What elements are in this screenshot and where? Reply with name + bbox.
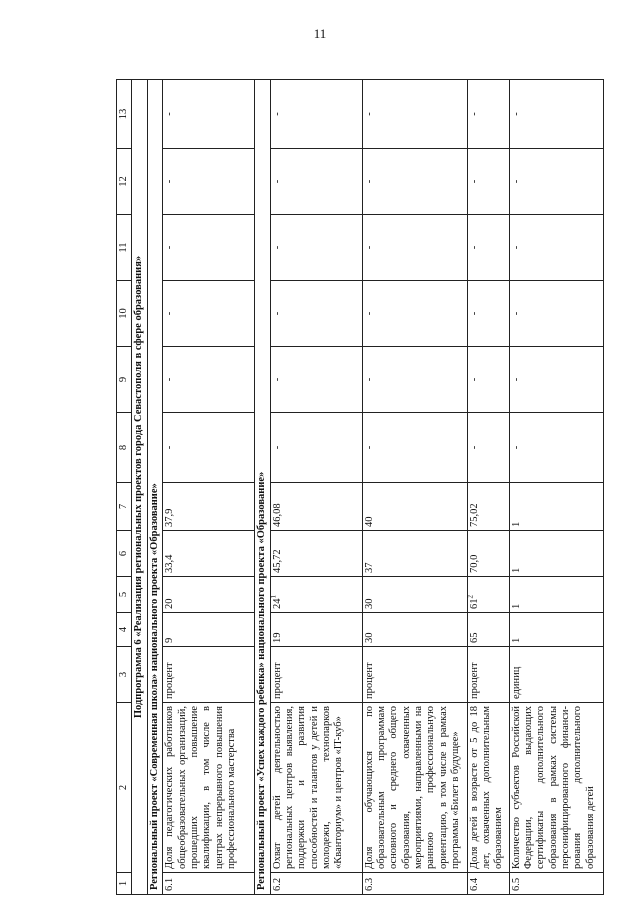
project-title: Региональный проект «Современная школа» национального проекта «Образование» (147, 80, 162, 895)
value-cell: - (509, 215, 603, 281)
unit-cell: процент (362, 647, 467, 703)
value-cell: - (163, 149, 255, 215)
indicator-name: Доля обучающихся по образовательным программам основного и среднего общего образования, охваченных мероприятиями, направленными на раннюю профессиональную ориентацию, в том числе в рамках программы «Билет в будущее» (362, 703, 467, 873)
value-cell: - (163, 281, 255, 347)
value-cell: - (270, 149, 362, 215)
value-cell: - (163, 215, 255, 281)
column-header: 5 (117, 577, 132, 613)
value-cell: 1 (509, 483, 603, 531)
value-cell: 70,0 (467, 531, 509, 577)
indicator-name: Количество субъектов Российской Федерации, выдающих сертификаты дополнительного образования в рамках системы персонифицированного финанси-рования дополнительного образования детей (509, 703, 603, 873)
value-cell: 1 (509, 613, 603, 647)
column-header: 1 (117, 873, 132, 895)
value-cell: - (362, 149, 467, 215)
value-text: 61 (468, 598, 480, 609)
indicator-name: Охват детей деятельностью региональных центров выявления, поддержки и развития способностей и талантов у детей и молодежи, технопарков «Кванториум» и центров «IT-куб» (270, 703, 362, 873)
value-cell: - (467, 413, 509, 483)
value-cell: 19 (270, 613, 362, 647)
table-row (467, 80, 509, 895)
value-cell: - (270, 413, 362, 483)
footnote-mark: 2 (466, 595, 474, 599)
value-cell: - (270, 215, 362, 281)
value-cell: 37 (362, 531, 467, 577)
value-cell: - (467, 80, 509, 149)
value-text: 24 (271, 598, 283, 609)
value-cell: - (509, 281, 603, 347)
value-cell: - (509, 149, 603, 215)
value-text: 1 (510, 603, 522, 609)
column-header: 10 (117, 281, 132, 347)
column-header: 12 (117, 149, 132, 215)
value-cell: - (467, 215, 509, 281)
value-cell: 65 (467, 613, 509, 647)
value-cell (467, 577, 509, 613)
unit-cell: процент (467, 647, 509, 703)
value-text: 20 (164, 598, 176, 609)
value-cell: 46,08 (270, 483, 362, 531)
table-row (509, 80, 603, 895)
column-header: 3 (117, 647, 132, 703)
page-number: 11 (313, 26, 327, 41)
table-row (163, 80, 255, 895)
table-row (362, 80, 467, 895)
unit-cell: процент (163, 647, 255, 703)
column-number-row (117, 80, 132, 895)
value-cell (509, 577, 603, 613)
column-header: 7 (117, 483, 132, 531)
value-cell: - (362, 413, 467, 483)
value-cell: 9 (163, 613, 255, 647)
indicators-table (116, 79, 604, 895)
value-cell (270, 577, 362, 613)
value-cell: - (362, 215, 467, 281)
project-row (147, 80, 162, 895)
value-cell: - (362, 281, 467, 347)
column-header: 13 (117, 80, 132, 149)
value-cell: - (270, 347, 362, 413)
row-number: 6.4 (467, 873, 509, 895)
column-header: 2 (117, 703, 132, 873)
unit-cell: единиц (509, 647, 603, 703)
value-cell: - (362, 347, 467, 413)
value-cell: - (467, 347, 509, 413)
value-cell: - (270, 80, 362, 149)
column-header: 9 (117, 347, 132, 413)
value-cell: - (163, 347, 255, 413)
value-cell: 37,9 (163, 483, 255, 531)
value-cell: - (509, 413, 603, 483)
column-header: 6 (117, 531, 132, 577)
project-title: Региональный проект «Успех каждого ребенка» национального проекта «Образование» (255, 80, 270, 895)
value-cell: 1 (509, 531, 603, 577)
value-cell: - (270, 281, 362, 347)
row-number: 6.2 (270, 873, 362, 895)
value-cell: - (467, 281, 509, 347)
project-row (255, 80, 270, 895)
table-row (270, 80, 362, 895)
value-cell: 45,72 (270, 531, 362, 577)
column-header: 11 (117, 215, 132, 281)
column-header: 4 (117, 613, 132, 647)
value-cell: - (509, 347, 603, 413)
value-cell: - (509, 80, 603, 149)
subprogram-title: Подпрограмма 6 «Реализация региональных проектов города Севастополя в сфере образования» (132, 80, 147, 895)
row-number: 6.1 (163, 873, 255, 895)
value-cell: - (163, 413, 255, 483)
value-cell (362, 577, 467, 613)
unit-cell: процент (270, 647, 362, 703)
subprogram-row (132, 80, 147, 895)
rotated-table-wrapper (116, 80, 596, 895)
value-cell: - (362, 80, 467, 149)
value-cell: - (467, 149, 509, 215)
indicator-name: Доля детей в возрасте от 5 до 18 лет, охваченных дополнительным образованием (467, 703, 509, 873)
value-cell (163, 577, 255, 613)
column-header: 8 (117, 413, 132, 483)
value-text: 30 (363, 598, 375, 609)
row-number: 6.5 (509, 873, 603, 895)
value-cell: 75,02 (467, 483, 509, 531)
value-cell: - (163, 80, 255, 149)
row-number: 6.3 (362, 873, 467, 895)
indicator-name: Доля педагогических работников общеобразовательных организаций, прошедших повышение квалификации, в том числе в центрах непрерывного повышения профессионального мастерства (163, 703, 255, 873)
value-cell: 30 (362, 613, 467, 647)
footnote-mark: 1 (269, 595, 277, 599)
value-cell: 40 (362, 483, 467, 531)
value-cell: 33,4 (163, 531, 255, 577)
